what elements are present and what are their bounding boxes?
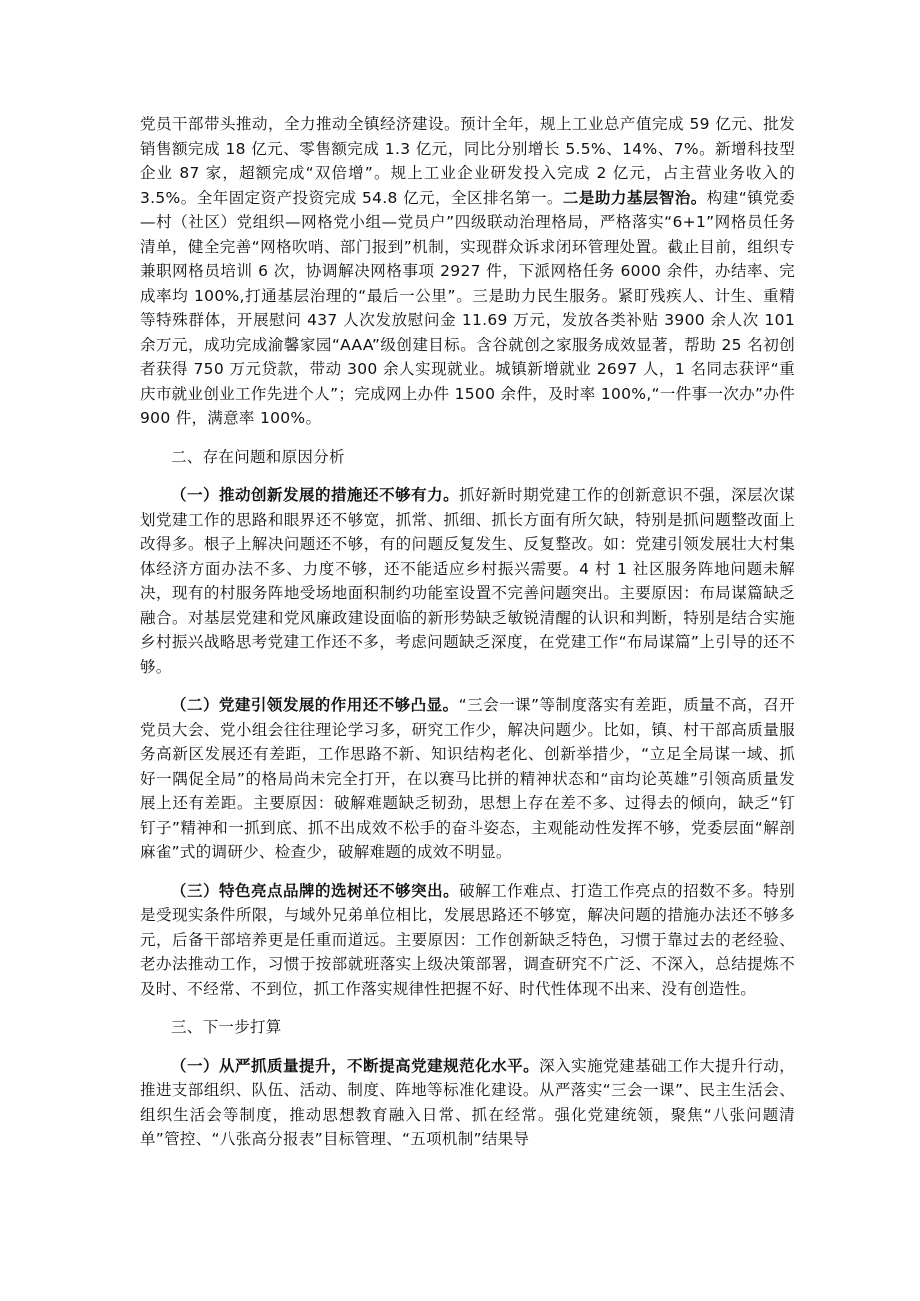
section-heading-next-steps: 三、下一步打算 <box>171 1018 282 1036</box>
paragraph-problem-1 <box>140 483 795 679</box>
document-page <box>140 112 795 1152</box>
paragraph-plan-1 <box>140 1054 795 1152</box>
paragraph-text: “三会一课”等制度落实有差距，质量不高，召开党员大会、党小组会往往理论学习多，研究工作少，解决问题少。比如，镇、村干部高质量服务高新区发展还有差距，工作思路不新、知识结构老化、创新举措少，“立足全局谋一域、抓好一隅促全局”的格局尚未完全打开，在以赛马比拼的精神状态和“亩均论英雄”引领高质量发展上还有差距。主要原因：破解难题缺乏韧劲，思想上存在差不多、过得去的倾向，缺乏“钉钉子”精神和一抓到底、抓不出成效不松手的奋斗姿态，主观能动性发挥不够，党委层面“解剖麻雀”式的调研少、检查少，破解难题的成效不明显。 <box>140 696 795 861</box>
paragraph-text: 构建“镇党委—村（社区）党组织—网格党小组—党员户”四级联动治理格局，严格落实“6+1”网格员任务清单，健全完善“网格吹哨、部门报到”机制，实现群众诉求闭环管理处置。截止目前，组织专兼职网格员培训 6 次，协调解决网格事项 2927 件，下派网格任务 6000 余件，办结率、完成率均 100%,打通基层治理的“最后一公里”。三是助力民生服务。紧盯残疾人、计生、重精等特殊群体，开展慰问 437 人次发放慰问金 11.69 万元，发放各类补贴 3900 余人次 101 余万元，成功完成渝馨家园“AAA”级创建目标。含谷就创之家服务成效显著，帮助 25 名初创者获得 750 万元贷款，带动 300 余人实现就业。城镇新增就业 2697 人，1 名同志获评“重庆市就业创业工作先进个人”；完成网上办件 1500 余件，及时率 100%,“一件事一次办”办件 900 件，满意率 100%。 <box>140 188 796 427</box>
paragraph-text: 党员干部带头推动，全力推动全镇经济建设。预计全年，规上工业总产值完成 59 亿元、批发销售额完成 18 亿元、零售额完成 1.3 亿元，同比分别增长 5.5%、14%、7%。新增科技型企业 87 家，超额完成“双倍增”。规上工业企业研发投入完成 2 亿元，占主营业务收入的 3.5%。全年固定资产投资完成 54.8 亿元，全区排名第一。 <box>140 115 795 207</box>
paragraph-problem-3 <box>140 879 795 1002</box>
subsection-title: （一）从严抓质量提升，不断提高党建规范化水平。 <box>171 1056 540 1075</box>
subsection-title: （二）党建引领发展的作用还不够凸显。 <box>171 696 459 714</box>
subsection-title: （一）推动创新发展的措施还不够有力。 <box>171 486 460 504</box>
paragraph-text: 破解工作难点、打造工作亮点的招数不多。特别是受现实条件所限，与域外兄弟单位相比，发展思路还不够宽，解决问题的措施办法还不够多元，后备干部培养更是任重而道远。主要原因：工作创新缺乏特色，习惯于靠过去的老经验、老办法推动工作，习惯于按部就班落实上级决策部署，调查研究不广泛、不深入，总结提炼不及时、不经常、不到位，抓工作落实规律性把握不好、时代性体现不出来、没有创造性。 <box>140 881 795 998</box>
inline-subheading: 二是助力基层智治。 <box>562 188 707 207</box>
paragraph-text: 抓好新时期党建工作的创新意识不强，深层次谋划党建工作的思路和眼界还不够宽，抓常、抓细、抓长方面有所欠缺，特别是抓问题整改面上改得多。根子上解决问题还不够，有的问题反复发生、反复整改。如：党建引领发展壮大村集体经济方面办法不多、力度不够，还不能适应乡村振兴需要。4 村 1 社区服务阵地问题未解决，现有的村服务阵地受场地面积制约功能室设置不完善问题突出。主要原因：布局谋篇缺乏融合。对基层党建和党风廉政建设面临的新形势缺乏敏锐清醒的认识和判断，特别是结合实施乡村振兴战略思考党建工作还不多，考虑问题缺乏深度，在党建工作“布局谋篇”上引导的还不够。 <box>140 486 795 676</box>
paragraph-economic-results <box>140 112 795 431</box>
paragraph-problem-2 <box>140 693 795 865</box>
section-heading-problems: 二、存在问题和原因分析 <box>171 447 345 466</box>
subsection-title: （三）特色亮点品牌的选树还不够突出。 <box>171 881 460 900</box>
paragraph-text: 深入实施党建基础工作大提升行动，推进支部组织、队伍、活动、制度、阵地等标准化建设。从严落实“三会一课”、民主生活会、组织生活会等制度，推动思想教育融入日常、抓在经常。强化党建统领，聚焦“八张问题清单”管控、“八张高分报表”目标管理、“五项机制”结果导 <box>140 1056 795 1148</box>
